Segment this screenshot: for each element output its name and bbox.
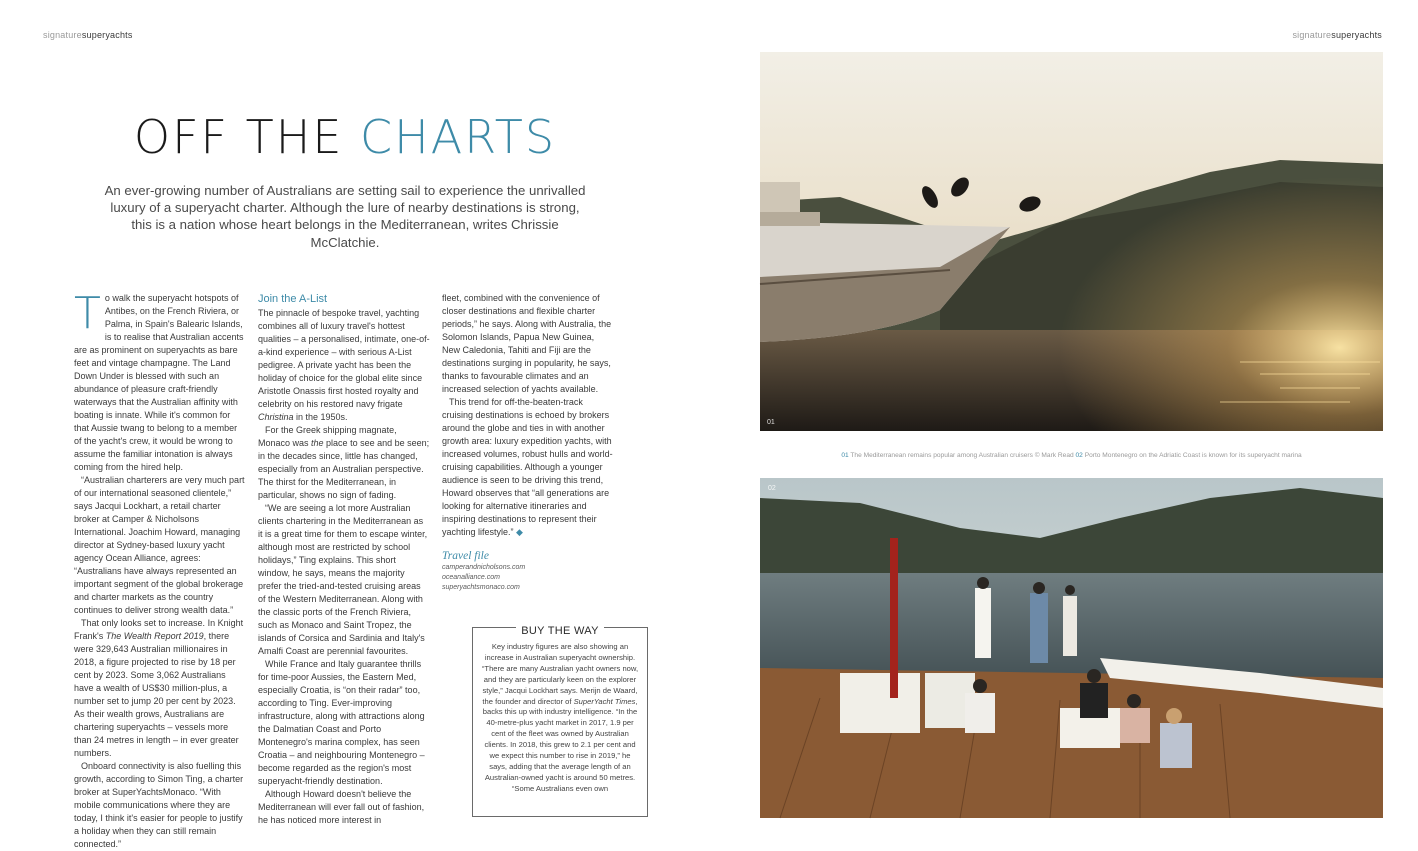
col2-p2-italic: the — [311, 438, 324, 448]
travel-link-superyachtsmonaco[interactable]: superyachtsmonaco.com — [442, 584, 520, 591]
photo-2-label: 02 — [768, 485, 776, 492]
running-head-right — [1292, 30, 1382, 40]
photo-1-label: 01 — [767, 419, 775, 426]
end-mark-icon: ◆ — [516, 527, 523, 537]
title-accent: CHARTS — [360, 110, 557, 164]
box-body-italic: SuperYacht Times — [573, 696, 636, 706]
drop-cap: T — [74, 288, 101, 339]
box-title — [473, 621, 647, 639]
article-title — [0, 110, 690, 164]
photo-caption — [760, 452, 1383, 459]
body-column-1 — [74, 288, 246, 851]
col1-p3-text-a: That only looks set to increase. In Knight Frank's — [74, 618, 244, 641]
caption-text-1: The Mediterranean remains popular among Australian cruisers © Mark Read — [848, 452, 1076, 459]
buy-the-way-box — [472, 627, 648, 817]
standfirst: An ever-growing number of Australians are setting sail to experience the unrivalled luxury of a superyacht charter. Although the lure of nearby destinations is strong, this is a nation whose heart belongs in the Mediterranean, writes Chrissie McClatchie. — [104, 183, 586, 250]
col1-paragraph-1 — [74, 288, 246, 474]
box-body — [481, 642, 639, 795]
col2-paragraph-3: “We are seeing a lot more Australian clients chartering in the Mediterranean as it is a great time for them to escape winter, although most are restricted by school holidays,” Ting explains. This short window, he says, means the majority prefer the tried-and-tested cruising areas of the Western Mediterranean. Along with the classic ports of the French Riviera, such as Monaco and Saint Tropez, the islands of Corsica and Sardinia and Italy's Amalfi Coast are perennial favourites. — [258, 503, 428, 656]
running-head-left — [43, 30, 133, 40]
col1-paragraph-2: “Australian charterers are very much part of our international seasoned clientele,” says Jacqui Lockhart, a retail charter broker at Camper & Nicholsons International. Joachim Howard, managing director at Sydney-based luxury yacht agency Ocean Alliance, agrees: “Australians have always represented an important segment of the global brokerage and charter markets as the country continues to deliver strong wealth data.” — [74, 475, 245, 615]
col2-p2-text-b: place to see and be seen; in the decades since, little has changed, especially from an Australian perspective. The thirst for the Mediterranean, in particular, shows no sign of fading. — [258, 438, 430, 500]
subhead-join-the-a-list: Join the A-List — [258, 293, 328, 305]
travel-link-camperandnicholsons[interactable]: camperandnicholsons.com — [442, 564, 526, 571]
col2-p2-text-a: For the Greek shipping magnate, Monaco was — [258, 425, 397, 448]
caption-text-2: Porto Montenegro on the Adriatic Coast is known for its superyacht marina — [1082, 452, 1302, 459]
col2-paragraph-5: Although Howard doesn't believe the Mediterranean will ever fall out of fashion, he has noticed more interest in — [258, 789, 425, 825]
running-head-right-dark: superyachts — [1331, 30, 1382, 40]
running-head-right-light: signature — [1292, 30, 1332, 40]
body-column-3 — [442, 292, 614, 593]
col2-p1-text-a: The pinnacle of bespoke travel, yachting combines all of luxury travel's hottest qualities – a personalised, intimate, one-of-a-kind experience – with serious A-List pedigree. A private yacht has been the holiday of choice for the global elite since Aristotle Onassis first hosted royalty and celebrity on his restored navy frigate — [258, 308, 430, 409]
photo-yacht-deck-graphic — [760, 478, 1383, 818]
col2-paragraph-1 — [258, 307, 430, 424]
body-column-2 — [258, 292, 430, 827]
col1-p3-italic: The Wealth Report 2019 — [105, 631, 204, 641]
running-head-left-dark: superyachts — [81, 30, 133, 40]
col1-paragraph-4: Onboard connectivity is also fuelling this growth, according to Simon Ting, a charter broker at SuperYachtsMonaco. “With mobile communications where they are today, I think it's easier for people to justify a holiday when they can still remain connected.” — [74, 761, 244, 849]
box-title-text: BUY THE WAY — [516, 625, 603, 637]
title-part1: OFF THE — [133, 110, 361, 164]
photo-yacht-sunset-graphic — [760, 52, 1383, 431]
running-head-left-light: signature — [43, 30, 82, 40]
col2-paragraph-4: While France and Italy guarantee thrills for time-poor Aussies, the Eastern Med, especially Croatia, is “on their radar” too, according to Ting. Ever-improving infrastructure, along with attractions along the Dalmatian Coast and Porto Montenegro's marina complex, has seen Croatia – and neighbouring Montenegro – become regarded as the region's most superyacht-friendly destination. — [258, 659, 425, 786]
col3-p2-text: This trend for off-the-beaten-track cruising destinations is echoed by brokers around the globe and ties in with another growth area: luxury expedition yachts, with increased volumes, robust hulls and world-cruising capabilities. Although a younger audience is seen to be driving this trend, Howard observes that “all generations are looking for alternative itineraries and inspiring destinations to represent their yachting lifestyle.” — [442, 397, 613, 537]
col2-p1-italic: Christina — [258, 412, 294, 422]
photo-yacht-deck — [760, 478, 1383, 818]
box-body-text-b: , backs this up with industry intelligence. “In the 40-metre-plus yacht market in 2017, 1.9 per cent of the fleet was owned by Australian clients. In 2018, this grew to 2.1 per cent and we expect this number to rise in 2019,” he says, adding that the average length of an Australian-owned yacht is around 50 metres. “Some Australians even own — [482, 696, 638, 793]
col2-p1-text-b: in the 1950s. — [293, 412, 348, 422]
travel-file-heading: Travel file — [442, 550, 489, 562]
col1-paragraph-3 — [74, 617, 246, 760]
box-body-text-a: Key industry figures are also showing an increase in Australian superyacht ownership. “There are many Australian yacht owners now, and they are particularly keen on the explorer style,” Jacqui Lockhart says. Merijn de Waard, the founder and director of — [481, 642, 639, 706]
col3-paragraph-1: fleet, combined with the convenience of closer destinations and flexible charter periods,” he says. Along with Australia, the Solomon Islands, Papua New Guinea, New Caledonia, Tahiti and Fiji are the destinations surging in popularity, he says, thanks to favourable climates and an increased selection of yachts available. — [442, 293, 612, 394]
caption-number-1: 01 — [841, 452, 849, 459]
col3-paragraph-2 — [442, 396, 614, 539]
photo-yacht-sunset — [760, 52, 1383, 431]
col1-p3-text-b: , there were 329,643 Australian millionaires in 2018, a figure projected to rise by 18 per cent by 2023. Some 3,062 Australians have a wealth of US$30 million-plus, a number set to jump 20 per cent by 2023. As their wealth grows, Australians are chartering superyachts – vessels more than 24 metres in length – in ever greater numbers. — [74, 631, 239, 758]
col1-p1-text: o walk the superyacht hotspots of Antibes, on the French Riviera, or Palma, in Spain's Balearic Islands, is to realise that Australian accents are as prominent on superyachts as bare feet and vintage champagne. The Land Down Under is blessed with such an abundance of pleasure craft-friendly waterways that the Australian affinity with boating is innate. While it's common for that Aussie twang to belong to a member of the yacht's crew, it would be wrong to assume the familiar intonation is always coming from the hired help. — [74, 293, 244, 472]
caption-number-2: 02 — [1075, 452, 1083, 459]
col2-paragraph-2 — [258, 424, 430, 502]
travel-link-oceanalliance[interactable]: oceanalliance.com — [442, 574, 500, 581]
